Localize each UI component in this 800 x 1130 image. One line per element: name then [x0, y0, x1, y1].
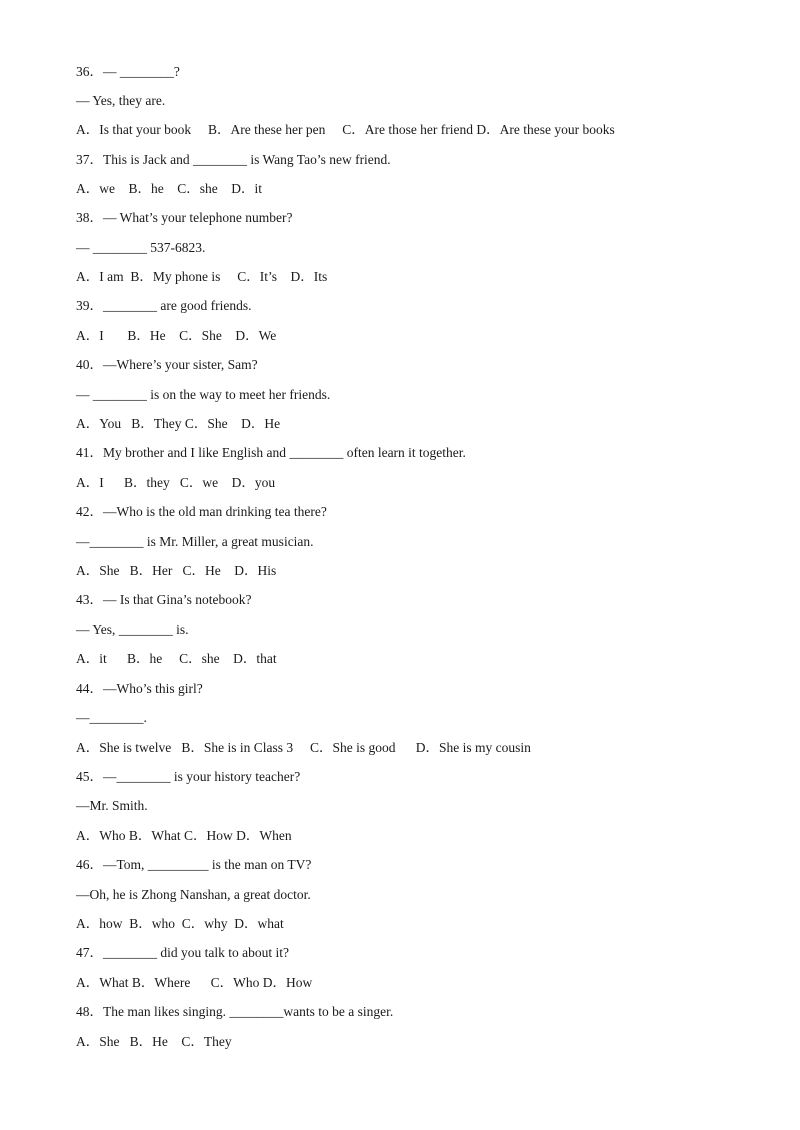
question-48-prompt: 48．The man likes singing. ________wants to be a singer.: [76, 1004, 394, 1019]
question-46-prompt: 46．—Tom, _________ is the man on TV?: [76, 857, 312, 872]
question-38-prompt: 38．— What’s your telephone number?: [76, 210, 293, 225]
question-38-options: A．I am B．My phone is C．It’s D．Its: [76, 269, 328, 284]
question-44-reply: —________.: [76, 710, 147, 725]
question-38-reply: — ________ 537-6823.: [76, 240, 206, 255]
question-36-reply: — Yes, they are.: [76, 93, 166, 108]
question-42-prompt: 42．—Who is the old man drinking tea there?: [76, 504, 327, 519]
question-40-prompt: 40．—Where’s your sister, Sam?: [76, 357, 258, 372]
question-40-options: A．You B．They C．She D．He: [76, 416, 281, 431]
question-36-options: A．Is that your book B．Are these her pen C．Are those her friend D．Are these your books: [76, 122, 615, 137]
question-43-options: A．it B．he C．she D．that: [76, 651, 277, 666]
question-44-options: A．She is twelve B．She is in Class 3 C．She is good D．She is my cousin: [76, 740, 531, 755]
question-45-prompt: 45．—________ is your history teacher?: [76, 769, 301, 784]
question-39-prompt: 39．________ are good friends.: [76, 298, 252, 313]
question-37-prompt: 37．This is Jack and ________ is Wang Tao’s new friend.: [76, 152, 391, 167]
question-46-reply: —Oh, he is Zhong Nanshan, a great doctor.: [76, 887, 311, 902]
question-36-prompt: 36．— ________?: [76, 64, 180, 79]
question-37-options: A．we B．he C．she D．it: [76, 181, 262, 196]
question-45-reply: —Mr. Smith.: [76, 798, 148, 813]
question-47-prompt: 47．________ did you talk to about it?: [76, 945, 289, 960]
question-43-reply: — Yes, ________ is.: [76, 622, 189, 637]
question-41-options: A．I B．they C．we D．you: [76, 475, 276, 490]
question-42-reply: —________ is Mr. Miller, a great musician.: [76, 534, 314, 549]
question-42-options: A．She B．Her C．He D．His: [76, 563, 277, 578]
question-44-prompt: 44．—Who’s this girl?: [76, 681, 203, 696]
question-43-prompt: 43．— Is that Gina’s notebook?: [76, 592, 252, 607]
question-46-options: A．how B．who C．why D．what: [76, 916, 284, 931]
question-41-prompt: 41．My brother and I like English and ________ often learn it together.: [76, 445, 466, 460]
question-39-options: A．I B．He C．She D．We: [76, 328, 277, 343]
question-48-options: A．She B．He C．They: [76, 1034, 232, 1049]
question-45-options: A．Who B．What C．How D．When: [76, 828, 292, 843]
question-47-options: A．What B．Where C．Who D．How: [76, 975, 313, 990]
question-40-reply: — ________ is on the way to meet her friends.: [76, 387, 331, 402]
